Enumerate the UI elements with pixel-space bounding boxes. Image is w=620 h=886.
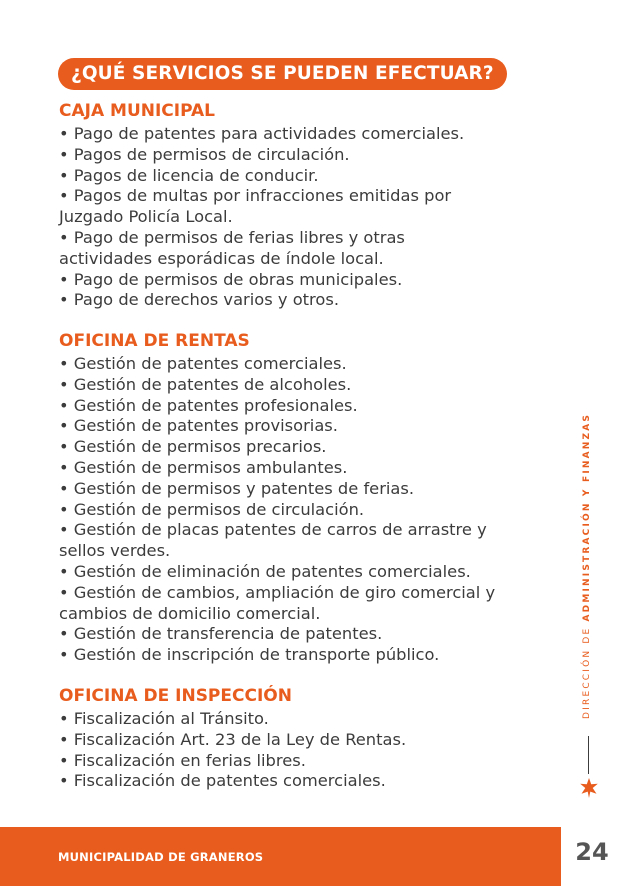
list-item: cambios de domicilio comercial. xyxy=(59,603,321,623)
service-list xyxy=(59,354,579,666)
municipality-name: MUNICIPALIDAD DE GRANEROS xyxy=(58,850,264,864)
footer-bar xyxy=(0,827,561,886)
list-item: • Pago de derechos varios y otros. xyxy=(59,290,339,310)
page-number: 24 xyxy=(575,838,609,866)
list-item: • Pagos de licencia de conducir. xyxy=(59,165,319,185)
list-item: • Gestión de eliminación de patentes comerciales. xyxy=(59,561,471,581)
list-item: • Gestión de permisos y patentes de ferias. xyxy=(59,478,415,498)
list-item: • Gestión de permisos de circulación. xyxy=(59,499,365,519)
list-item: Juzgado Policía Local. xyxy=(59,207,233,227)
list-item: • Gestión de inscripción de transporte público. xyxy=(59,645,440,665)
section-heading: OFICINA DE RENTAS xyxy=(59,331,250,351)
service-list xyxy=(59,709,579,792)
list-item: • Pagos de multas por infracciones emitidas por xyxy=(59,186,452,206)
list-item: • Pago de permisos de ferias libres y otras xyxy=(59,227,405,247)
section-heading: CAJA MUNICIPAL xyxy=(59,101,215,121)
section-oficina-rentas xyxy=(59,331,579,666)
department-name: ADMINISTRACIÓN Y FINANZAS xyxy=(582,412,592,622)
star-icon xyxy=(578,778,600,800)
list-item: • Gestión de patentes de alcoholes. xyxy=(59,374,352,394)
list-item: • Gestión de placas patentes de carros de arrastre y xyxy=(59,520,487,540)
list-item: • Pago de patentes para actividades comerciales. xyxy=(59,124,465,143)
service-list xyxy=(59,124,579,311)
divider xyxy=(588,736,589,774)
list-item: • Gestión de patentes comerciales. xyxy=(59,354,347,373)
list-item: • Gestión de patentes profesionales. xyxy=(59,395,358,415)
list-item: • Pagos de permisos de circulación. xyxy=(59,144,350,164)
section-heading: OFICINA DE INSPECCIÓN xyxy=(59,686,292,706)
section-caja-municipal xyxy=(59,101,579,311)
department-label xyxy=(582,413,592,719)
list-item: • Gestión de permisos precarios. xyxy=(59,437,327,457)
list-item: • Fiscalización al Tránsito. xyxy=(59,709,269,728)
list-item: • Fiscalización Art. 23 de la Ley de Rentas. xyxy=(59,729,407,749)
list-item: • Gestión de transferencia de patentes. xyxy=(59,624,383,644)
list-item: • Gestión de permisos ambulantes. xyxy=(59,457,348,477)
list-item: • Gestión de cambios, ampliación de giro comercial y xyxy=(59,582,496,602)
list-item: • Fiscalización en ferias libres. xyxy=(59,750,306,770)
list-item: • Pago de permisos de obras municipales. xyxy=(59,269,403,289)
department-prefix: DIRECCIÓN DE xyxy=(582,621,592,719)
list-item: • Gestión de patentes provisorias. xyxy=(59,416,338,436)
section-oficina-inspeccion xyxy=(59,686,579,792)
list-item: • Fiscalización de patentes comerciales. xyxy=(59,771,386,791)
list-item: actividades esporádicas de índole local. xyxy=(59,248,384,268)
list-item: sellos verdes. xyxy=(59,541,171,561)
section-banner: ¿QUÉ SERVICIOS SE PUEDEN EFECTUAR? xyxy=(58,58,507,90)
